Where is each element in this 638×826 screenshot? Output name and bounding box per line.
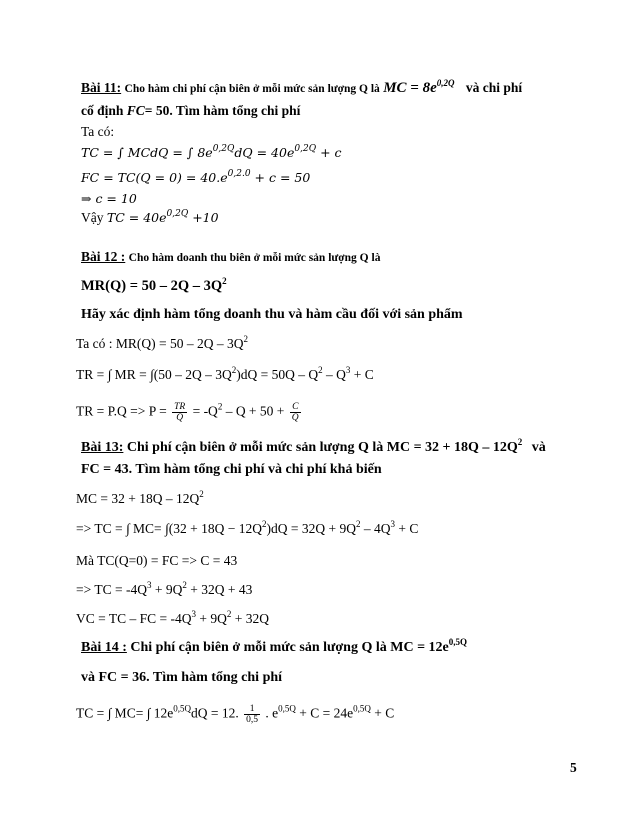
b14-line2: và FC = 36. Tìm hàm tổng chi phí [81, 670, 283, 685]
b13-l1: MC = $32 + 18Q - 12Q^2$ [76, 489, 204, 506]
b13-title: Bài 13: [81, 440, 124, 455]
b11-title: Bài 11: [81, 80, 122, 95]
b13-l3: Mà TC(Q=0) = FC => C = 43 [76, 553, 238, 568]
b11-eq2: FC = $TC(Q = 0) = 40.e^{0,2.0} + c = 50$ [81, 169, 311, 185]
b12-title: Bài 12 : [81, 249, 126, 264]
b12-frac-tr-q: $\frac{TR}{Q}$ [174, 402, 186, 423]
b12-task: Hãy xác định hàm tổng doanh thu và hàm cầu đối với sản phẩm [81, 307, 463, 322]
b11-vay: Vậy [81, 210, 104, 225]
b12-l3: TR = P.Q => P = $\frac{TR}{Q}$ = $-Q^2 - Q + 50$ + $\frac{C}{Q}$ [76, 401, 299, 423]
b11-eq1: TC = ∫ MCdQ = ∫ $8e^{0,2Q}dQ = 40e^{0,2Q} + c$ [81, 144, 342, 160]
b11-line1 [81, 80, 522, 97]
b11-eq4: Vậy TC = $40e^{0,2Q} +10$ [81, 209, 219, 225]
b12-l1: Ta có : $MR(Q) = 50 - 2Q - 3Q^2$ [76, 334, 249, 351]
b13-l4: => TC = $-4Q^3 + 9Q^2 + 32Q + 43$ [76, 580, 253, 597]
b12-l2: TR = ∫ MR = $\int(50 - 2Q - 3Q^2)dQ = 50Q - Q^2 - Q^3 + C$ [76, 365, 374, 382]
b11-taco: Ta có: [81, 124, 115, 139]
b13-l5: VC = TC – FC = $-4Q^3 + 9Q^2 + 32Q$ [76, 609, 269, 626]
b12-text: Cho hàm doanh thu biên ở mỗi mức sản lượng Q là [128, 252, 381, 264]
b13-line2: FC = 43. Tìm hàm tổng chi phí và chi phí khả biến [81, 462, 382, 477]
b11-text1: Cho hàm chi phí cận biên ở mỗi mức sản lượng Q là [124, 83, 380, 95]
b13-l2: => TC = ∫ $MC= \int(32 + 18Q - 12Q^2)dQ = 32Q + 9Q^2 - 4Q^3 + C$ [76, 519, 419, 536]
b11-fc-rest: = 50. Tìm hàm tổng chi phí [144, 103, 301, 118]
b12-mr: $MR(Q) = 50 - 2Q - 3Q^2$ [81, 276, 227, 294]
b12-line1 [81, 249, 380, 266]
page-number: 5 [570, 760, 577, 775]
b14-title: Bài 14 : [81, 640, 127, 655]
b11-text2: và chi phí [465, 80, 523, 95]
b14-l1: TC = ∫ MC= ∫ $12e^{0,5Q}dQ = 12$. $\frac{1}{0,5}$ . $e^{0,5Q} + C = 24e^{0,5Q} + C$ [76, 703, 395, 725]
b12-frac-c-q: $\frac{C}{Q}$ [291, 402, 299, 423]
b11-eq3: ⇒ c = 10 [81, 191, 137, 206]
b11-line2 [81, 103, 300, 119]
b11-fc: FC [126, 103, 145, 118]
b11-line2-text: cố định [81, 103, 124, 118]
b11-mc: MC = $8e^{0,2Q}$ [383, 78, 455, 96]
b13-line1: Bài 13: Chi phí cận biên ở mỗi mức sản lượng Q là MC = $32 + 18Q - 12Q^2$ và [81, 437, 546, 455]
b14-frac: $\frac{1}{0,5}$ [246, 704, 258, 725]
b14-line1: Bài 14 : Chi phí cận biên ở mỗi mức sản lượng Q là MC = $12e^{0,5Q}$ [81, 637, 468, 655]
